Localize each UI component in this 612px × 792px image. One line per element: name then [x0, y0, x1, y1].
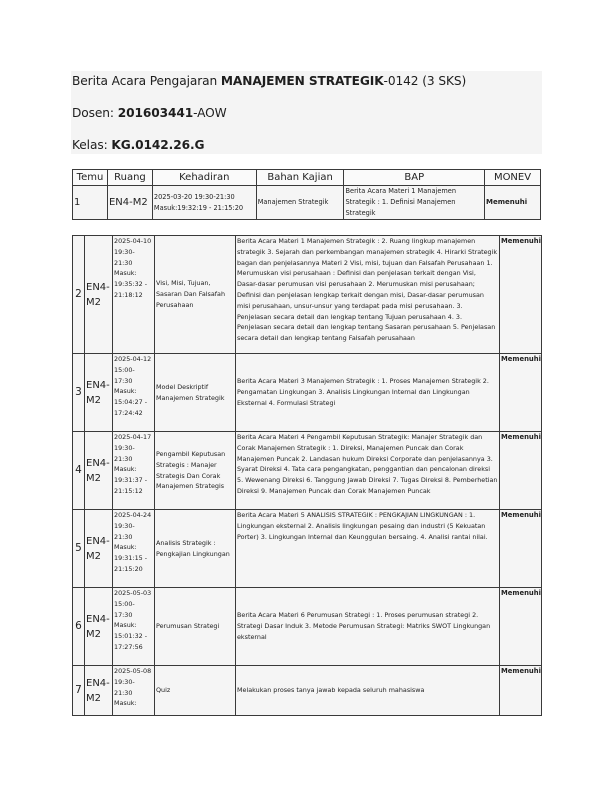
topic-cell: Perumusan Strategi [155, 588, 236, 666]
attendance-cell: 2025-04-17 19:30-21:30 Masuk: 19:31:37 - 21:15:12 [113, 432, 155, 510]
lecturer-id: 201603441 [117, 106, 194, 120]
col-header: Bahan Kajian [256, 170, 344, 186]
monev-cell: Memenuhi [500, 354, 542, 432]
topic-cell: Pengambil Keputusan Strategis : Manajer Strategis Dan Corak Manajemen Strategis [155, 432, 236, 510]
room-cell: EN4-M2 [85, 432, 113, 510]
table-row [73, 432, 542, 510]
bap-cell: Melakukan proses tanya jawab kepada seluruh mahasiswa [236, 666, 500, 716]
bap-cell: Berita Acara Materi 6 Perumusan Strategi : 1. Proses perumusan strategi 2. Strategi Dasar Induk 3. Metode Perumusan Strategi: Matriks SWOT Lingkungan eksternal [236, 588, 500, 666]
monev-cell: Memenuhi [500, 666, 542, 716]
topic-cell: Visi, Misi, Tujuan, Sasaran Dan Falsafah Perusahaan [155, 236, 236, 354]
room-cell: EN4-M2 [107, 186, 152, 220]
meeting-number: 7 [73, 666, 85, 716]
report-header [71, 71, 542, 154]
attendance-cell: 2025-04-12 15:00-17:30 Masuk: 15:04:27 - 17:24:42 [113, 354, 155, 432]
col-header: Ruang [107, 170, 152, 186]
monev-cell: Memenuhi [500, 510, 542, 588]
meeting-number: 2 [73, 236, 85, 354]
attendance-cell: 2025-04-24 19:30-21:30 Masuk: 19:31:15 - 21:15:20 [113, 510, 155, 588]
lecturer-line: Dosen: 201603441-AOW [72, 106, 227, 120]
table-row [73, 510, 542, 588]
col-header: Kehadiran [152, 170, 256, 186]
topic-cell: Analisis Strategik : Pengkajian Lingkungan [155, 510, 236, 588]
table-row [73, 236, 542, 354]
room-cell: EN4-M2 [85, 666, 113, 716]
monev-cell: Memenuhi [500, 588, 542, 666]
col-header: MONEV [485, 170, 541, 186]
meeting-number: 5 [73, 510, 85, 588]
topic-cell: Model Deskriptif Manajemen Strategik [155, 354, 236, 432]
room-cell: EN4-M2 [85, 354, 113, 432]
first-meeting-table [72, 169, 541, 220]
table-header-row [73, 170, 541, 186]
meeting-number: 1 [73, 186, 108, 220]
meeting-number: 4 [73, 432, 85, 510]
col-header: BAP [344, 170, 485, 186]
room-cell: EN4-M2 [85, 510, 113, 588]
class-line: Kelas: KG.0142.26.G [72, 138, 205, 152]
bap-cell: Berita Acara Materi 3 Manajemen Strategik : 1. Proses Manajemen Strategik 2. Pengamatan Lingkungan 3. Analisis Lingkungan Internal dan Lingkungan Eksternal 4. Formulasi Strategi [236, 354, 500, 432]
course-name: MANAJEMEN STRATEGIK [220, 74, 384, 88]
col-header: Temu [73, 170, 108, 186]
meetings-table [72, 235, 542, 716]
table-row [73, 588, 542, 666]
bap-cell: Berita Acara Materi 4 Pengambil Keputusan Strategik: Manajer Strategik dan Corak Manajemen Strategik : 1. Direksi, Manajemen Puncak dan Corak Manajemen Puncak 2. Landasan hukum Direksi Corporate dan penjelasannya 3. Syarat Direksi 4. Tata cara pengangkatan, penggantian dan pencalonan direksi 5. Wewenang Direksi 6. Tanggung Jawab Direksi 7. Tugas Direksi 8. Pemberhetian Direksi 9. Manajemen Puncak dan Corak Manajemen Puncak [236, 432, 500, 510]
meeting-number: 6 [73, 588, 85, 666]
attendance-cell: 2025-04-10 19:30-21:30 Masuk: 19:35:32 - 21:18:12 [113, 236, 155, 354]
topic-cell: Manajemen Strategik [256, 186, 344, 220]
attendance-cell: 2025-05-03 15:00-17:30 Masuk: 15:01:32 - 17:27:56 [113, 588, 155, 666]
table-row [73, 186, 541, 220]
bap-cell: Berita Acara Materi 1 Manajemen Strategik : 1. Definisi Manajemen Strategik [344, 186, 485, 220]
class-code: KG.0142.26.G [111, 138, 205, 152]
room-cell: EN4-M2 [85, 588, 113, 666]
meeting-number: 3 [73, 354, 85, 432]
monev-cell: Memenuhi [500, 432, 542, 510]
attendance-cell: 2025-03-20 19:30-21:30 Masuk:19:32:19 - 21:15:20 [152, 186, 256, 220]
bap-cell: Berita Acara Materi 5 ANALISIS STRATEGIK : PENGKAJIAN LINGKUNGAN : 1. Lingkungan eksternal 2. Analisis lingkungan pesaing dan industri (5 Kekuatan Porter) 3. Lingkungan Internal dan Keunggulan bersaing. 4. Analisi rantai nilai. [236, 510, 500, 588]
table-row [73, 354, 542, 432]
bap-cell: Berita Acara Materi 1 Manajemen Strategik : 2. Ruang lingkup manajemen strategik 3. Sejarah dan perkembangan manajemen strategik 4. Hirarki Strategik bagan dan penjelasannya Materi 2 Visi, misi, tujuan dan Falsafah Perusahaan 1. Merumuskan visi perusahaan : Definisi dan penjelasan terkait dengan Visi, Dasar-dasar perumusan visi perusahaan 2. Merumuskan misi perusahaan; Definisi dan penjelasan lengkap terkait dengan misi, Dasar-dasar perumusan misi perusahaan, unsur-unsur yang terdapat pada misi perusahaan. 3. Penjelasan secara detail dan lengkap tentang Tujuan perusahaan 4. 3. Penjelasan secara detail dan lengkap tentang Sasaran perusahaan 5. Penjelasan secara detail dan lengkap tentang Falsafah perusahaan [236, 236, 500, 354]
topic-cell: Quiz [155, 666, 236, 716]
room-cell: EN4-M2 [85, 236, 113, 354]
monev-cell: Memenuhi [485, 186, 541, 220]
attendance-cell: 2025-05-08 19:30-21:30 Masuk: [113, 666, 155, 716]
report-title: Berita Acara Pengajaran MANAJEMEN STRATEGIK-0142 (3 SKS) [72, 74, 467, 88]
table-row [73, 666, 542, 716]
monev-cell: Memenuhi [500, 236, 542, 354]
